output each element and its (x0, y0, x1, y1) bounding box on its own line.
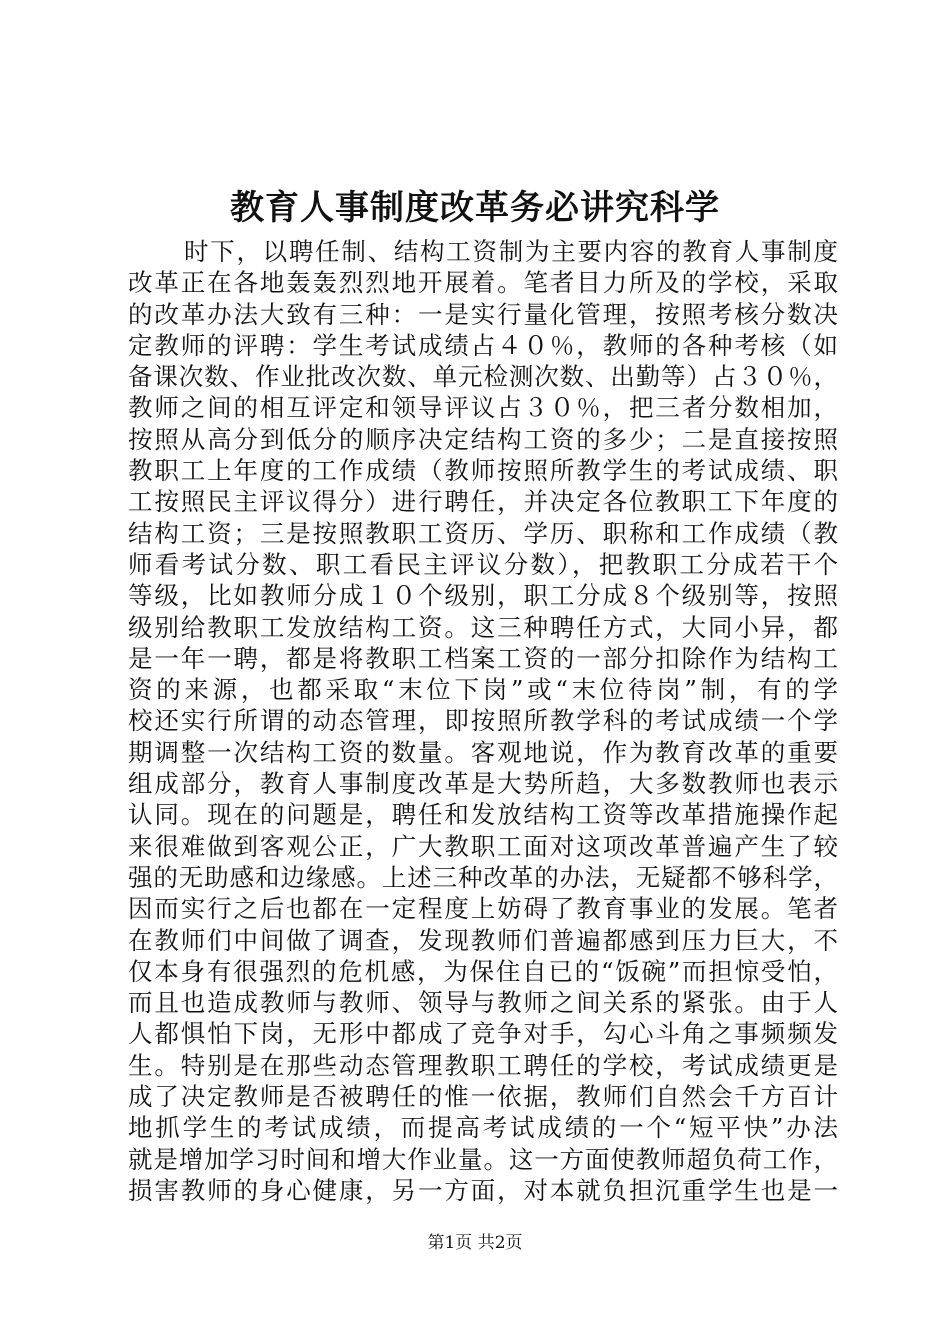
body-line: 按照从高分到低分的顺序决定结构工资的多少；二是直接按照 (128, 424, 838, 454)
body-line: 改革正在各地轰轰烈烈地开展着。笔者目力所及的学校，采取 (128, 268, 838, 298)
body-line: 成了决定教师是否被聘任的惟一依据，教师们自然会千方百计 (128, 1082, 838, 1112)
body-line: 来很难做到客观公正，广大教职工面对这项改革普遍产生了较 (128, 831, 838, 861)
body-line: 教职工上年度的工作成绩（教师按照所教学生的考试成绩、职 (128, 456, 838, 486)
body-line: 组成部分，教育人事制度改革是大势所趋，大多数教师也表示 (128, 769, 838, 799)
body-line: 等级，比如教师分成１０个级别，职工分成８个级别等，按照 (128, 581, 838, 611)
body-line: 就是增加学习时间和增大作业量。这一方面使教师超负荷工作， (128, 1144, 838, 1174)
body-line: 工按照民主评议得分）进行聘任，并决定各位教职工下年度的 (128, 487, 838, 517)
body-line: 地抓学生的考试成绩，而提高考试成绩的一个“短平快”办法 (128, 1113, 838, 1143)
body-line: 教师之间的相互评定和领导评议占３０％，把三者分数相加， (128, 393, 838, 423)
body-line: 结构工资；三是按照教职工资历、学历、职称和工作成绩（教 (128, 518, 838, 548)
page-footer (0, 1232, 950, 1254)
document-title: 教育人事制度改革务必讲究科学 (230, 188, 720, 228)
body-line: 强的无助感和边缘感。上述三种改革的办法，无疑都不够科学， (128, 862, 838, 892)
body-line: 认同。现在的问题是，聘任和发放结构工资等改革措施操作起 (128, 800, 838, 830)
body-line: 期调整一次结构工资的数量。客观地说，作为教育改革的重要 (128, 737, 838, 767)
body-line: 校还实行所谓的动态管理，即按照所教学科的考试成绩一个学 (128, 706, 838, 736)
body-line: 生。特别是在那些动态管理教职工聘任的学校，考试成绩更是 (128, 1050, 838, 1080)
body-line: 时下，以聘任制、结构工资制为主要内容的教育人事制度 (184, 237, 838, 266)
body-line: 资的来源，也都采取“末位下岗”或“末位待岗”制，有的学 (128, 675, 838, 705)
body-line: 因而实行之后也都在一定程度上妨碍了教育事业的发展。笔者 (128, 894, 838, 924)
body-line: 在教师们中间做了调查，发现教师们普遍都感到压力巨大，不 (128, 925, 838, 955)
body-line: 损害教师的身心健康，另一方面，对本就负担沉重学生也是一 (128, 1175, 838, 1205)
body-line: 师看考试分数、职工看民主评议分数），把教职工分成若干个 (128, 549, 838, 579)
body-line: 的改革办法大致有三种：一是实行量化管理，按照考核分数决 (128, 299, 838, 329)
body-line: 备课次数、作业批改次数、单元检测次数、出勤等）占３０％， (128, 362, 838, 392)
body-line: 人都惧怕下岗，无形中都成了竞争对手，勾心斗角之事频频发 (128, 1019, 838, 1049)
body-line: 仅本身有很强烈的危机感，为保住自已的“饭碗”而担惊受怕， (128, 956, 838, 986)
document-body (128, 236, 838, 1206)
body-line: 级别给教职工发放结构工资。这三种聘任方式，大同小异，都 (128, 612, 838, 642)
body-line: 而且也造成教师与教师、领导与教师之间关系的紧张。由于人 (128, 988, 838, 1018)
body-line: 定教师的评聘：学生考试成绩占４０％，教师的各种考核（如 (128, 330, 838, 360)
page-number-label: 第1页 共2页 (427, 1233, 523, 1253)
body-line: 是一年一聘，都是将教职工档案工资的一部分扣除作为结构工 (128, 643, 838, 673)
